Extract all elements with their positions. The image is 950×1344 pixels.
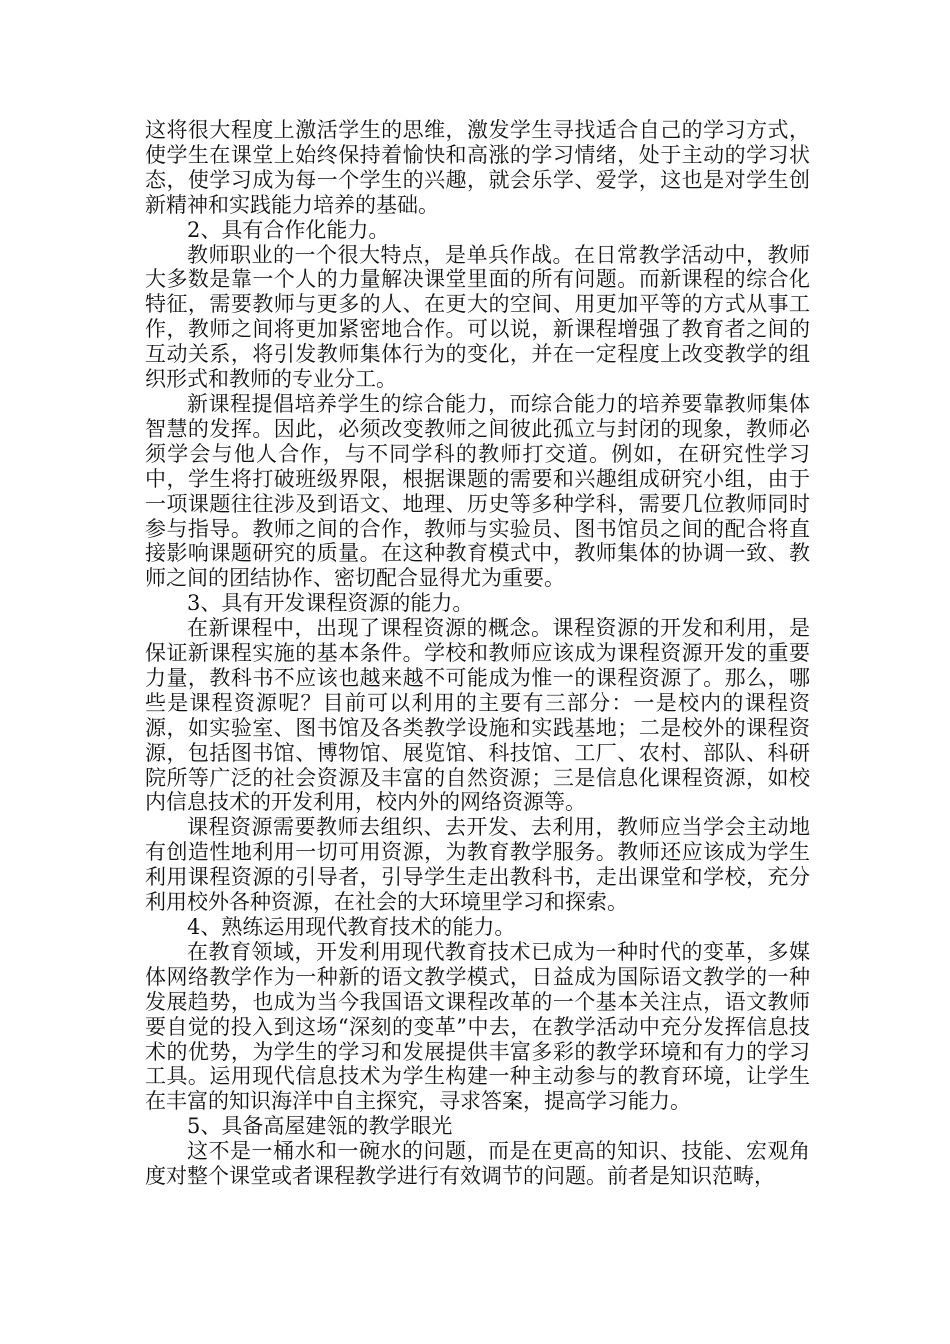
section-heading-curriculum-resources: 3、具有开发课程资源的能力。 (187, 591, 474, 616)
paragraph-continuation: 这将很大程度上激活学生的思维，激发学生寻找适合自己的学习方式，使学生在课堂上始终保持着愉快和高涨的学习情绪，处于主动的学习状态，使学习成为每一个学生的兴趣，就会乐学、爱学，这也是对学生创新精神和实践能力培养的基础。 (145, 118, 810, 217)
paragraph: 这不是一桶水和一碗水的问题，而是在更高的知识、技能、宏观角度对整个课堂或者课程教学进行有效调节的问题。前者是知识范畴， (145, 1139, 810, 1189)
paragraph: 在教育领域，开发利用现代教育技术已成为一种时代的变革，多媒体网络教学作为一种新的语文教学模式，日益成为国际语文教学的一种发展趋势，也成为当今我国语文课程改革的一个基本关注点，语文教师要自觉的投入到这场“深刻的变革”中去，在教学活动中充分发挥信息技术的优势，为学生的学习和发展提供丰富多彩的教学环境和有力的学习工具。运用现代信息技术为学生构建一种主动参与的教育环境，让学生在丰富的知识海洋中自主探究，寻求答案，提高学习能力。 (145, 939, 810, 1114)
paragraph: 课程资源需要教师去组织、去开发、去利用，教师应当学会主动地有创造性地利用一切可用资源，为教育教学服务。教师还应该成为学生利用课程资源的引导者，引导学生走出教科书，走出课堂和学校，充分利用校外各种资源，在社会的大环境里学习和探索。 (145, 815, 810, 915)
paragraph: 新课程提倡培养学生的综合能力，而综合能力的培养要靠教师集体智慧的发挥。因此，必须改变教师之间彼此孤立与封闭的现象，教师必须学会与他人合作，与不同学科的教师打交道。例如，在研究性学习中，学生将打破班级界限，根据课题的需要和兴趣组成研究小组，由于一项课题往往涉及到语文、地理、历史等多种学科，需要几位教师同时参与指导。教师之间的合作，教师与实验员、图书馆员之间的配合将直接影响课题研究的质量。在这种教育模式中，教师集体的协调一致、教师之间的团结协作、密切配合显得尤为重要。 (145, 391, 810, 591)
paragraph: 在新课程中，出现了课程资源的概念。课程资源的开发和利用，是保证新课程实施的基本条件。学校和教师应该成为课程资源开发的重要力量，教科书不应该也越来越不可能成为惟一的课程资源了。那么，哪些是课程资源呢？目前可以利用的主要有三部分：一是校内的课程资源，如实验室、图书馆及各类教学设施和实践基地；二是校外的课程资源，包括图书馆、博物馆、展览馆、科技馆、工厂、农村、部队、科研院所等广泛的社会资源及丰富的自然资源；三是信息化课程资源，如校内信息技术的开发利用，校内外的网络资源等。 (145, 616, 810, 815)
section-heading-education-technology: 4、熟练运用现代教育技术的能力。 (187, 915, 516, 939)
paragraph: 教师职业的一个很大特点，是单兵作战。在日常教学活动中，教师大多数是靠一个人的力量解决课堂里面的所有问题。而新课程的综合化特征，需要教师与更多的人、在更大的空间、用更加平等的方式从事工作，教师之间将更加紧密地合作。可以说，新课程增强了教育者之间的互动关系，将引发教师集体行为的变化，并在一定程度上改变教学的组织形式和教师的专业分工。 (145, 242, 810, 392)
section-heading-teaching-vision: 5、具备高屋建瓴的教学眼光 (187, 1114, 453, 1139)
document-page (145, 118, 810, 1189)
section-heading-cooperation: 2、具有合作化能力。 (187, 217, 390, 242)
